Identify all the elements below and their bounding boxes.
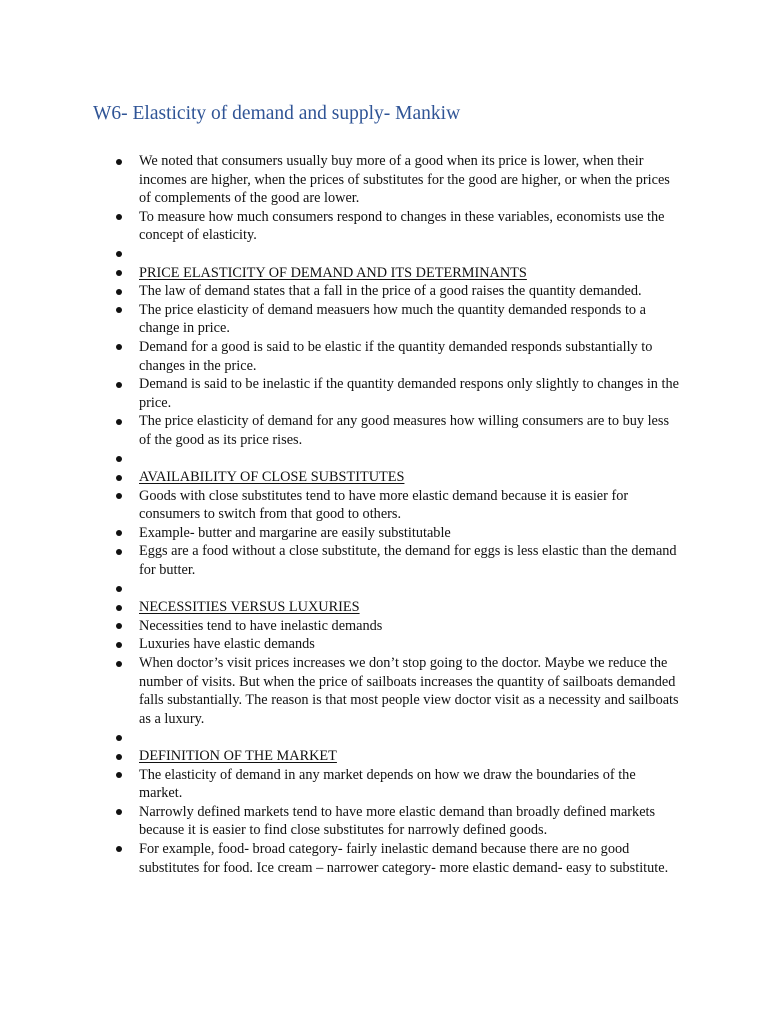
list-item-text: To measure how much consumers respond to changes in these variables, economists use the concept of elasticity. xyxy=(139,208,665,244)
section-heading xyxy=(0,747,679,766)
section-heading-text: PRICE ELASTICITY OF DEMAND AND ITS DETERMINANTS xyxy=(139,264,527,281)
list-item-text: The law of demand states that a fall in the price of a good raises the quantity demanded. xyxy=(139,283,642,300)
list-item xyxy=(0,375,679,412)
bullet-icon xyxy=(116,549,122,555)
list-item xyxy=(0,208,679,245)
list-item-text: Narrowly defined markets tend to have more elastic demand than broadly defined markets because it is easier to find close substitutes for narrowly defined goods. xyxy=(139,803,656,839)
bullet-icon xyxy=(116,307,122,313)
bullet-icon xyxy=(116,456,122,462)
bullet-icon xyxy=(116,642,122,648)
bullet-icon xyxy=(116,605,122,611)
list-item xyxy=(0,412,679,449)
bullet-icon xyxy=(116,493,122,499)
list-item xyxy=(0,654,679,728)
list-item xyxy=(0,617,679,636)
list-item xyxy=(0,152,679,208)
bullet-icon xyxy=(116,623,122,629)
bullet-icon xyxy=(116,419,122,425)
bullet-icon xyxy=(116,772,122,778)
empty-list-item xyxy=(0,580,679,599)
list-item xyxy=(0,542,679,579)
empty-list-item xyxy=(0,728,679,747)
list-item-text: When doctor’s visit prices increases we don’t stop going to the doctor. Maybe we reduce the number of visits. But when the price of sailboats increases the quantity of sailboats demanded falls substantially. The reason is that most people view doctor visit as a necessity and sailboats as a luxury. xyxy=(139,655,679,727)
list-item-text: The price elasticity of demand for any good measures how willing consumers are to buy less of the good as its price rises. xyxy=(139,413,670,448)
bullet-icon xyxy=(116,475,122,481)
empty-list-item xyxy=(0,450,679,469)
bullet-icon xyxy=(116,159,122,165)
bullet-icon xyxy=(116,344,122,350)
list-item xyxy=(0,524,679,543)
section-heading-text: DEFINITION OF THE MARKET xyxy=(139,748,337,764)
bullet-icon xyxy=(116,809,122,815)
section-heading xyxy=(0,468,679,487)
list-item-text: The price elasticity of demand measuers how much the quantity demanded responds to a change in price. xyxy=(139,301,646,337)
bullet-icon xyxy=(116,735,122,741)
list-item xyxy=(0,840,679,877)
bullet-icon xyxy=(116,754,122,760)
list-item-text: Necessities tend to have inelastic demands xyxy=(139,617,383,634)
bullet-icon xyxy=(116,214,122,220)
bullet-icon xyxy=(116,530,122,536)
bullet-icon xyxy=(116,270,122,276)
empty-list-item xyxy=(0,245,679,264)
bullet-list xyxy=(0,152,768,877)
list-item xyxy=(0,635,679,654)
bullet-icon xyxy=(116,382,122,388)
list-item-text: We noted that consumers usually buy more of a good when its price is lower, when their incomes are higher, when the prices of substitutes for the good are higher, or when the prices of complements of the good are lower. xyxy=(139,153,670,207)
list-item-text: Luxuries have elastic demands xyxy=(139,636,315,653)
bullet-icon xyxy=(116,289,122,295)
list-item-text: Demand for a good is said to be elastic if the quantity demanded responds substantially to changes in the price. xyxy=(139,338,653,374)
bullet-icon xyxy=(116,586,122,592)
document-title: W6- Elasticity of demand and supply- Mankiw xyxy=(93,103,461,124)
list-item-text: For example, food- broad category- fairly inelastic demand because there are no good substitutes for food. Ice cream – narrower category- more elastic demand- easy to substitute. xyxy=(139,840,669,876)
list-item xyxy=(0,803,679,840)
bullet-icon xyxy=(116,661,122,667)
list-item-text: Goods with close substitutes tend to have more elastic demand because it is easier for consumers to switch from that good to others. xyxy=(139,487,629,523)
list-item xyxy=(0,301,679,338)
section-heading-text: NECESSITIES VERSUS LUXURIES xyxy=(139,599,360,616)
list-item-text: The elasticity of demand in any market depends on how we draw the boundaries of the market. xyxy=(139,766,636,802)
bullet-icon xyxy=(116,251,122,257)
list-item xyxy=(0,766,679,803)
section-heading-text: AVAILABILITY OF CLOSE SUBSTITUTES xyxy=(139,469,405,486)
list-item xyxy=(0,282,679,301)
list-item xyxy=(0,487,679,524)
list-item xyxy=(0,338,679,375)
section-heading xyxy=(0,264,679,283)
section-heading xyxy=(0,598,679,617)
list-item-text: Eggs are a food without a close substitute, the demand for eggs is less elastic than the demand for butter. xyxy=(139,543,677,579)
list-item-text: Demand is said to be inelastic if the quantity demanded respons only slightly to changes in the price. xyxy=(139,376,679,411)
list-item-text: Example- butter and margarine are easily substitutable xyxy=(139,524,451,541)
bullet-icon xyxy=(116,846,122,852)
